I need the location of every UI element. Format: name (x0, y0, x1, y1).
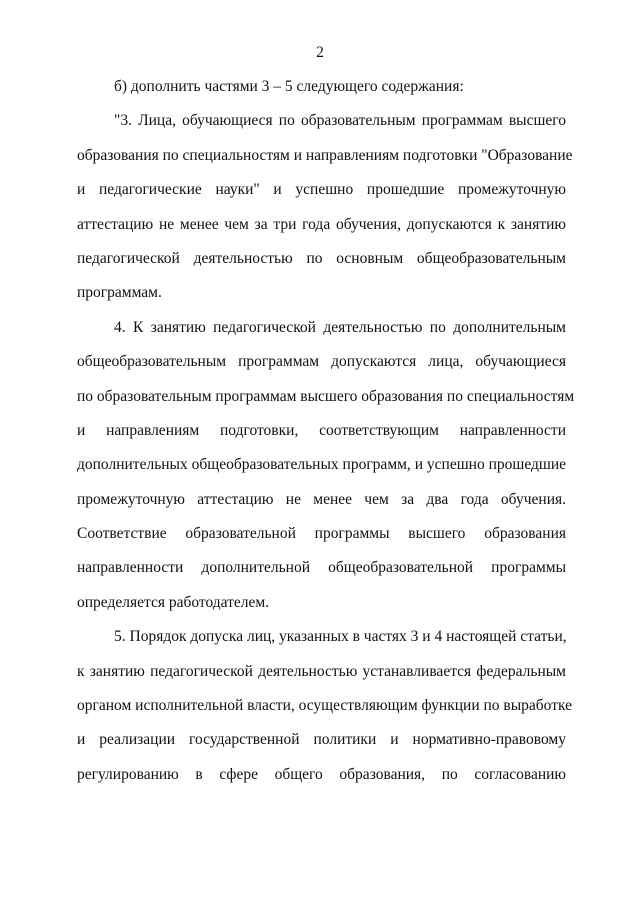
paragraph-part-5 (77, 626, 573, 798)
text-line: к занятию педагогической деятельностью устанавливается федеральным (77, 662, 566, 680)
text-line: по образовательным программам высшего образования по специальностям (77, 387, 575, 405)
page-number: 2 (316, 44, 324, 61)
text-line: Соответствие образовательной программы высшего образования (77, 525, 566, 543)
text-line: общеобразовательным программам допускаются лица, обучающиеся (77, 353, 566, 371)
text-line: аттестацию не менее чем за три года обучения, допускаются к занятию (77, 215, 566, 233)
text-line: направленности дополнительной общеобразовательной программы (77, 559, 566, 577)
text-line: регулированию в сфере общего образования, по согласованию (77, 765, 566, 783)
paragraph-part-4 (77, 317, 575, 627)
text-line: б) дополнить частями 3 – 5 следующего содержания: (114, 78, 464, 95)
text-line: программам. (77, 284, 162, 302)
text-line: образования по специальностям и направлениям подготовки "Образование (77, 146, 573, 164)
paragraph-intro (77, 76, 566, 110)
text-line: промежуточную аттестацию не менее чем за два года обучения. (77, 490, 566, 508)
text-line: и реализации государственной политики и нормативно-правовому (77, 731, 566, 749)
text-line: 4. К занятию педагогической деятельностью по дополнительным (114, 318, 566, 336)
text-line: педагогической деятельностью по основным общеобразовательным (77, 249, 566, 267)
text-line: и направлениям подготовки, соответствующим направленности (77, 421, 566, 439)
document-body (77, 76, 575, 798)
text-line: 5. Порядок допуска лиц, указанных в частях 3 и 4 настоящей статьи, (114, 628, 567, 646)
text-line: дополнительных общеобразовательных программ, и успешно прошедшие (77, 456, 566, 474)
text-line: органом исполнительной власти, осуществляющим функции по выработке (77, 697, 573, 715)
text-line: "3. Лица, обучающиеся по образовательным программам высшего (114, 112, 566, 130)
paragraph-part-3 (77, 110, 573, 316)
text-line: определяется работодателем. (77, 593, 270, 611)
text-line: и педагогические науки" и успешно прошедшие промежуточную (77, 181, 566, 199)
